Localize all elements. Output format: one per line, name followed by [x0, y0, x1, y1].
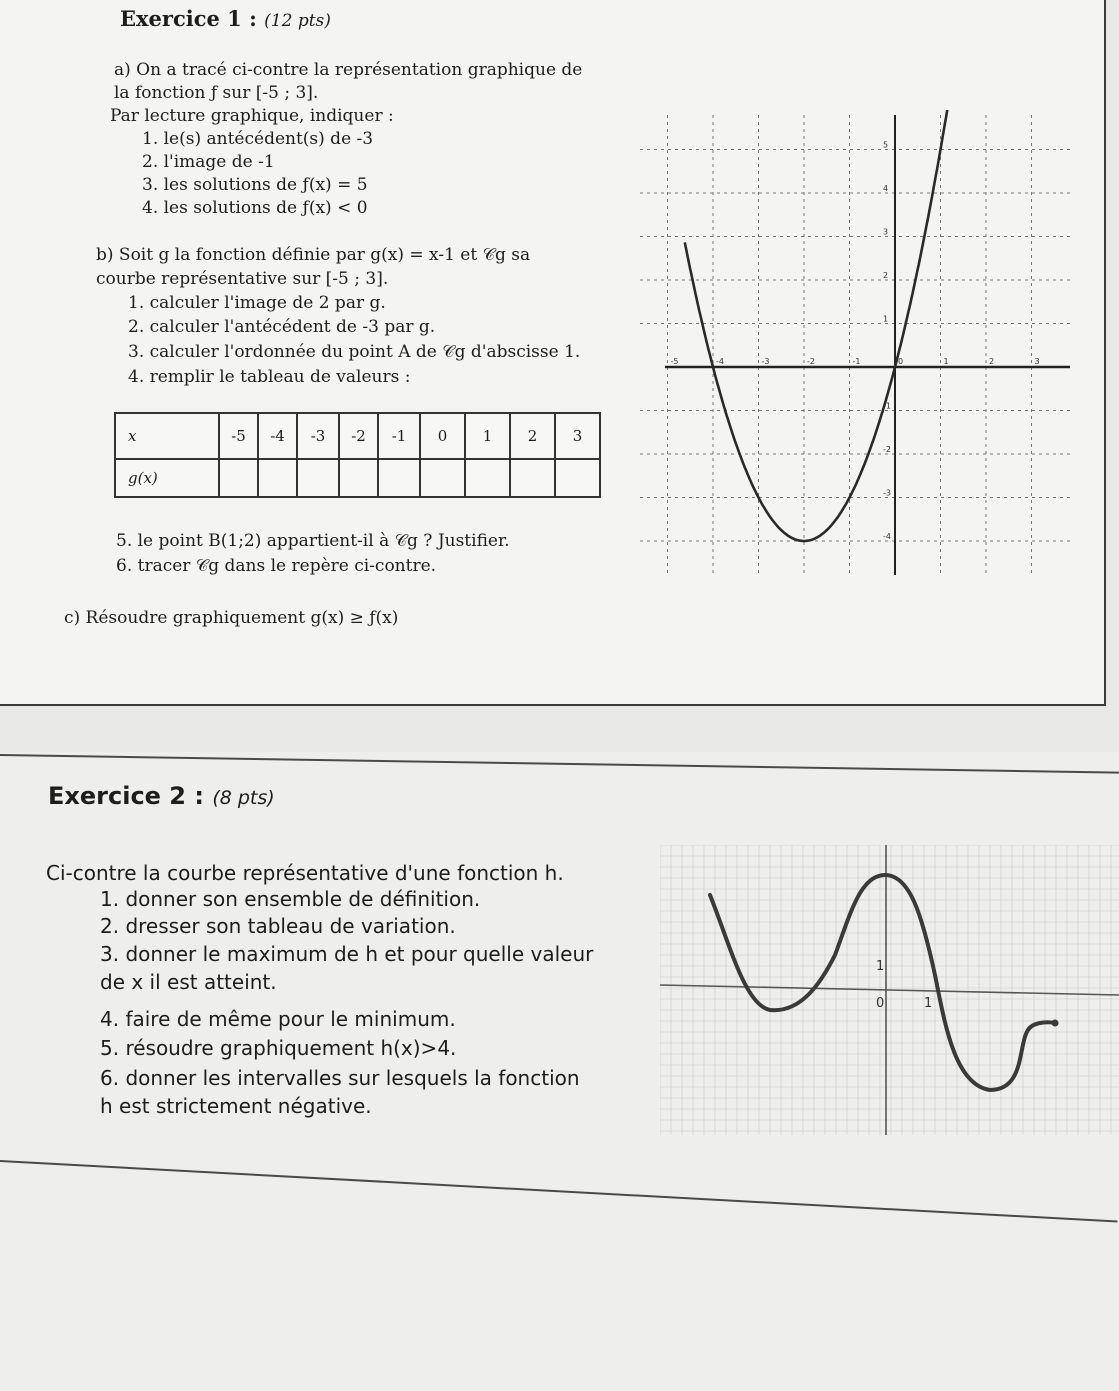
table-row: [115, 459, 600, 497]
part-a-item-4: 4. les solutions de ƒ(x) < 0: [142, 198, 368, 218]
part-a-line1: a) On a tracé ci-contre la représentation graphique de: [114, 60, 583, 80]
table-header-g: g(x): [115, 459, 219, 497]
exercise-2-item: de x il est atteint.: [100, 970, 277, 994]
x-tick-label: -2: [807, 357, 815, 366]
table-cell-x: -4: [258, 413, 297, 459]
y-tick-label: 2: [883, 271, 889, 280]
table-cell-empty[interactable]: [378, 459, 420, 497]
table-cell-empty[interactable]: [420, 459, 465, 497]
part-b-item-6: 6. tracer 𝒞g dans le repère ci-contre.: [116, 556, 437, 576]
part-b-item-5: 5. le point B(1;2) appartient-il à 𝒞g ? Justifier.: [116, 531, 510, 551]
part-a-item-3: 3. les solutions de ƒ(x) = 5: [142, 175, 368, 195]
exercise-2-item: h est strictement négative.: [100, 1094, 372, 1118]
table-cell-x: 1: [465, 413, 510, 459]
table-cell-empty[interactable]: [555, 459, 600, 497]
part-b-item-4: 4. remplir le tableau de valeurs :: [128, 367, 411, 387]
x-tick-label: -5: [670, 357, 679, 366]
table-cell-empty[interactable]: [339, 459, 378, 497]
origin-label: 0: [876, 996, 885, 1011]
part-b-line2: courbe représentative sur [-5 ; 3].: [96, 269, 389, 289]
table-cell-empty[interactable]: [297, 459, 339, 497]
x-unit-label: 1: [924, 996, 933, 1011]
part-b-item-1: 1. calculer l'image de 2 par g.: [128, 293, 386, 313]
y-tick-label: 5: [883, 140, 889, 150]
graph-h: [660, 845, 1119, 1135]
y-tick-label: 4: [883, 184, 889, 193]
table-cell-empty[interactable]: [465, 459, 510, 497]
table-cell-x: -3: [297, 413, 339, 459]
x-tick-label: 1: [943, 357, 949, 366]
y-tick-label: -1: [883, 401, 891, 411]
part-b-line1: b) Soit g la fonction définie par g(x) = x-1 et 𝒞g sa: [96, 245, 531, 265]
exercise-2-intro: Ci-contre la courbe représentative d'une fonction h.: [46, 861, 564, 885]
y-tick-label: -2: [883, 445, 891, 454]
exercise-2-item: 3. donner le maximum de h et pour quelle valeur: [100, 942, 594, 966]
part-a-line2: la fonction ƒ sur [-5 ; 3].: [114, 83, 319, 103]
curve-endpoint: [1052, 1020, 1059, 1027]
exercise-2-item: 4. faire de même pour le minimum.: [100, 1007, 456, 1031]
values-table: [114, 412, 601, 498]
x-tick-label: 0: [898, 357, 904, 366]
exercise-2-item: 6. donner les intervalles sur lesquels la fonction: [100, 1066, 580, 1090]
table-cell-x: 0: [420, 413, 465, 459]
part-b-item-3: 3. calculer l'ordonnée du point A de 𝒞g d'abscisse 1.: [128, 342, 581, 362]
x-tick-label: -3: [761, 357, 770, 366]
exercise-1-title: Exercice 1 : (12 pts): [120, 6, 331, 31]
x-axis: [660, 985, 1119, 995]
table-cell-x: -2: [339, 413, 378, 459]
y-tick-label: 1: [883, 314, 889, 324]
table-cell-empty[interactable]: [219, 459, 258, 497]
part-c-line: c) Résoudre graphiquement g(x) ≥ ƒ(x): [64, 608, 399, 628]
table-cell-x: -5: [219, 413, 258, 459]
y-tick-label: 3: [883, 227, 889, 237]
part-b-item-2: 2. calculer l'antécédent de -3 par g.: [128, 317, 436, 337]
table-cell-empty[interactable]: [258, 459, 297, 497]
part-a-intro: Par lecture graphique, indiquer :: [110, 106, 394, 126]
exercise-2-item: 2. dresser son tableau de variation.: [100, 914, 456, 938]
table-cell-x: -1: [378, 413, 420, 459]
y-tick-label: -3: [883, 488, 891, 498]
x-tick-label: -4: [716, 357, 724, 366]
table-row: [115, 413, 600, 459]
exercise-2-item: 1. donner son ensemble de définition.: [100, 887, 481, 911]
x-tick-label: 3: [1034, 357, 1040, 366]
y-unit-label: 1: [876, 959, 885, 974]
curve-h: [710, 875, 1055, 1090]
table-cell-x: 3: [555, 413, 600, 459]
y-tick-label: -4: [883, 532, 891, 541]
table-header-x: x: [115, 413, 219, 459]
x-tick-label: -1: [852, 357, 861, 366]
part-a-item-1: 1. le(s) antécédent(s) de -3: [142, 129, 374, 149]
graph-f: [640, 110, 1080, 580]
table-cell-x: 2: [510, 413, 555, 459]
exercise-2-item: 5. résoudre graphiquement h(x)>4.: [100, 1036, 457, 1060]
exercise-2-title: Exercice 2 : (8 pts): [48, 782, 275, 810]
x-tick-label: 2: [989, 357, 995, 366]
table-cell-empty[interactable]: [510, 459, 555, 497]
part-a-item-2: 2. l'image de -1: [142, 152, 275, 172]
